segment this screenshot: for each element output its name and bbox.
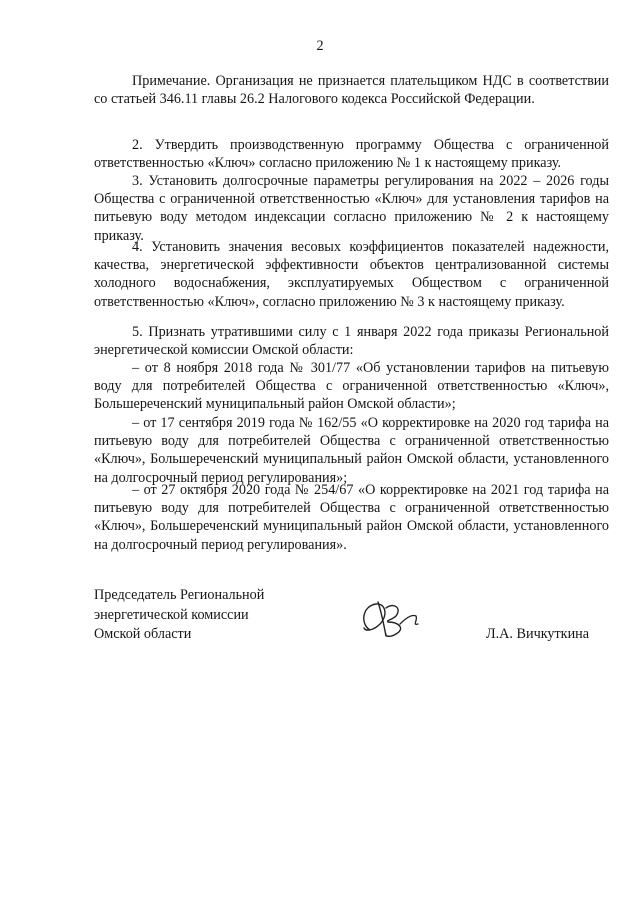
- item-3-paragraph: 3. Установить долгосрочные параметры регулирования на 2022 – 2026 годы Общества с ограниченной ответственностью «Ключ» для установления тарифов на питьевую воду методом индексации согласно приложению № 2 к настоящему приказу.: [94, 173, 609, 244]
- item-2-paragraph: 2. Утвердить производственную программу Общества с ограниченной ответственностью «Ключ» согласно приложению № 1 к настоящему приказу.: [94, 137, 609, 172]
- note-paragraph: Примечание. Организация не признается плательщиком НДС в соответствии со статьей 346.11 главы 26.2 Налогового кодекса Российской Федерации.: [94, 73, 609, 108]
- item-5-paragraph: 5. Признать утратившими силу с 1 января 2022 года приказы Региональной энергетической комиссии Омской области:: [94, 324, 609, 359]
- signatory-title-line: энергетической комиссии: [94, 606, 249, 623]
- page-number: 2: [316, 38, 324, 54]
- signatory-title: [94, 586, 264, 645]
- signatory-name: Л.А. Вичкуткина: [486, 626, 590, 642]
- item-4-paragraph: 4. Установить значения весовых коэффициентов показателей надежности, качества, энергетической эффективности объектов централизованной системы холодного водоснабжения, эксплуатируемых Обществом с ограниченной ответственностью «Ключ», согласно приложению № 3 к настоящему приказу.: [94, 239, 609, 310]
- repealed-order-3: – от 27 октября 2020 года № 254/67 «О корректировке на 2021 год тарифа на питьевую воду для потребителей Общества с ограниченной ответственностью «Ключ», Большереченский муниципальный район Омской области, установленного на долгосрочный период регулирования».: [94, 482, 609, 553]
- repealed-order-2: – от 17 сентября 2019 года № 162/55 «О корректировке на 2020 год тарифа на питьевую воду для потребителей Общества с ограниченной ответственностью «Ключ», Большереченский муниципальный район Омской области, установленного на долгосрочный период регулирования»;: [94, 415, 609, 486]
- signatory-title-line: Омской области: [94, 626, 192, 642]
- handwritten-signature: [356, 594, 426, 644]
- repealed-order-1: – от 8 ноября 2018 года № 301/77 «Об установлении тарифов на питьевую воду для потребителей Общества с ограниченной ответственностью «Ключ», Большереченский муниципальный район Омской области»;: [94, 360, 609, 413]
- signatory-title-line: Председатель Региональной: [94, 587, 265, 603]
